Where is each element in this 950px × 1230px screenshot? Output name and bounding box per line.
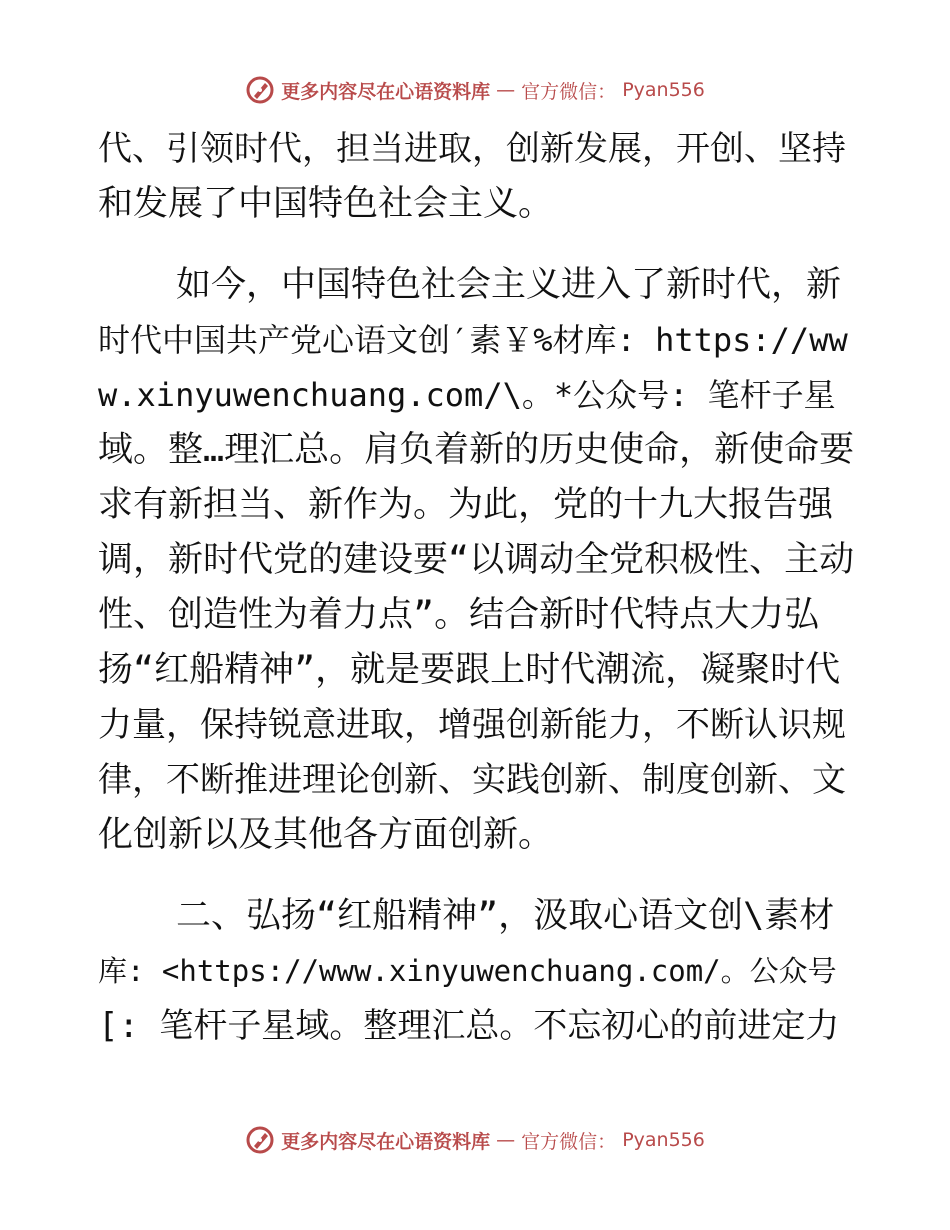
watermark-main-text: 更多内容尽在心语资料库 — [281, 1130, 491, 1153]
text-line: 化创新以及其他各方面创新。 — [98, 815, 554, 855]
paragraph — [98, 122, 858, 232]
text-line: 求有新担当、新作为。为此，党的十九大报告强 — [98, 485, 834, 525]
text-line: 扬“红船精神”，就是要跟上时代潮流，凝聚时代 — [98, 650, 841, 690]
text-line: 域。整…理汇总。肩负着新的历史使命，新使命要 — [98, 430, 855, 470]
watermark-account-id: Pyan556 — [622, 79, 705, 101]
pen-circle-logo-icon — [245, 75, 275, 105]
header-watermark — [0, 72, 950, 108]
document-body — [98, 122, 858, 1054]
watermark-dash: — — [496, 1129, 516, 1151]
text-line: 库: <https://www.xinyuwenchuang.com/。公众号 — [98, 954, 837, 988]
text-line: 代、引领时代，担当进取，创新发展，开创、坚持 — [98, 129, 846, 169]
paragraph-spacer — [98, 232, 858, 258]
paragraph — [98, 889, 858, 1054]
watermark-account-id: Pyan556 — [622, 1129, 705, 1151]
text-line: 二、弘扬“红船精神”，汲取心语文创\素材 — [176, 896, 835, 936]
text-line: 律，不断推进理论创新、实践创新、制度创新、文 — [98, 760, 846, 800]
paragraph — [98, 258, 858, 863]
text-line: w.xinyuwenchuang.com/\。*公众号: 笔杆子星 — [98, 376, 836, 414]
watermark-main-text: 更多内容尽在心语资料库 — [281, 80, 491, 103]
text-line: [: 笔杆子星域。整理汇总。不忘初心的前进定力 — [98, 1006, 840, 1046]
text-line: 如今，中国特色社会主义进入了新时代，新 — [176, 265, 842, 305]
pen-circle-logo-icon — [245, 1125, 275, 1155]
text-line: 时代中国共产党心语文创′素￥%材库: https://ww — [98, 321, 848, 359]
footer-watermark — [0, 1122, 950, 1158]
watermark-dash: — — [496, 79, 516, 101]
watermark-account-label: 官方微信： — [521, 80, 617, 103]
watermark-account-label: 官方微信： — [521, 1130, 617, 1153]
text-line: 和发展了中国特色社会主义。 — [98, 184, 554, 224]
text-line: 调，新时代党的建设要“以调动全党积极性、主动 — [98, 540, 855, 580]
paragraph-spacer — [98, 863, 858, 889]
text-line: 性、创造性为着力点”。结合新时代特点大力弘 — [98, 595, 820, 635]
text-line: 力量，保持锐意进取，增强创新能力，不断认识规 — [98, 705, 846, 745]
